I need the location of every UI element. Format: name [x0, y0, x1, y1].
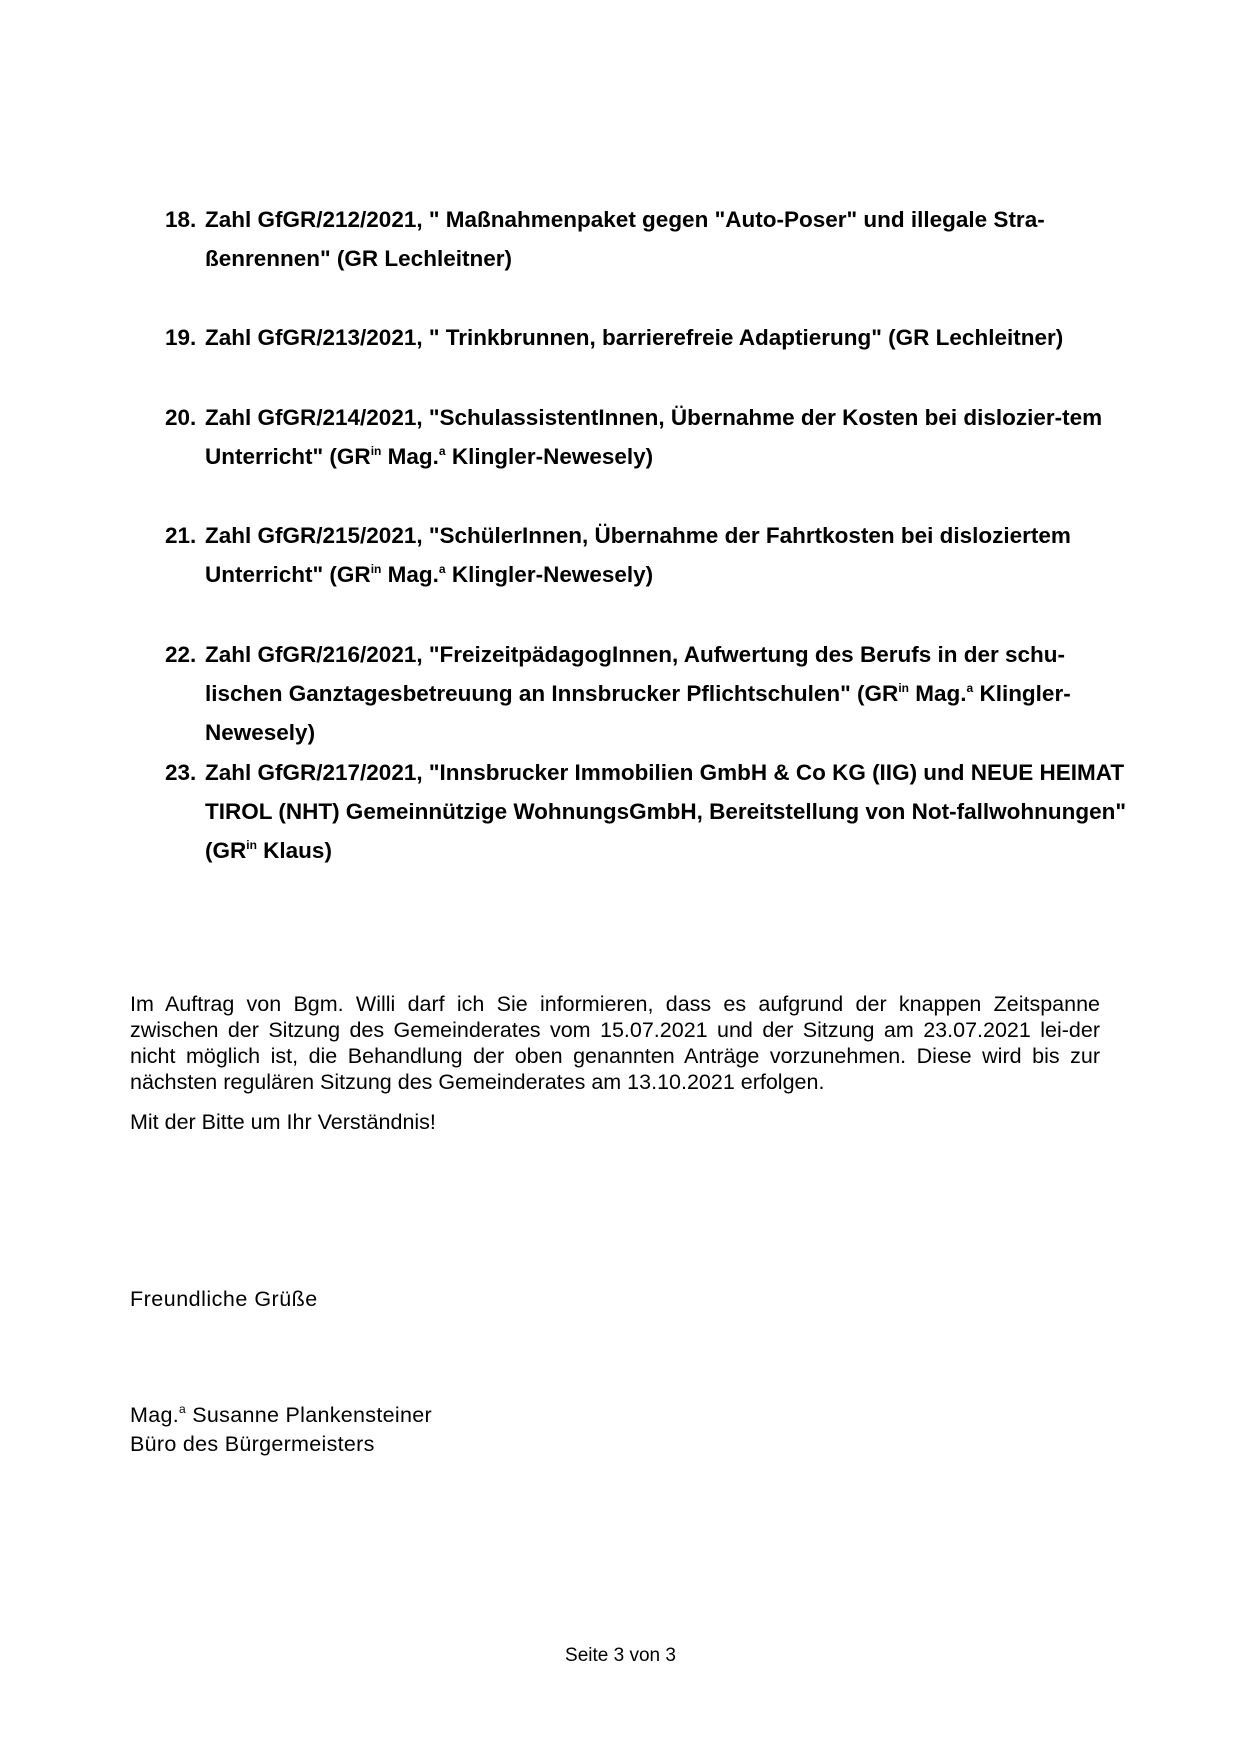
signature-title-sup: a	[179, 1402, 186, 1416]
agenda-item-number: 22.	[165, 642, 197, 667]
agenda-item-20	[165, 398, 1140, 476]
signature-block	[130, 1401, 432, 1459]
body-paragraph: Im Auftrag von Bgm. Willi darf ich Sie informieren, dass es aufgrund der knappen Zeitspanne zwischen der Sitzung des Gemeinderates vom 15.07.2021 und der Sitzung am 23.07.2021 lei-der nicht möglich ist, die Behandlung der oben genannten Anträge vorzunehmen. Diese wird bis zur nächsten regulären Sitzung des Gemeinderates am 13.10.2021 erfolgen.	[130, 992, 1100, 1094]
agenda-item-22	[165, 635, 1140, 752]
agenda-item-number: 23.	[165, 760, 197, 785]
agenda-item-number: 20.	[165, 405, 197, 430]
agenda-item-text: Zahl GfGR/213/2021, " Trinkbrunnen, barrierefreie Adaptierung" (GR Lechleitner)	[205, 325, 1064, 350]
agenda-item-21	[165, 516, 1140, 594]
agenda-item-text: Zahl GfGR/214/2021, "SchulassistentInnen, Übernahme der Kosten bei dislozier-tem Unterricht" ($GR^{in}$ Mag.$^a$ Klingler-Newesely)	[205, 405, 1103, 469]
agenda-item-23	[165, 753, 1140, 870]
agenda-item-number: 18.	[165, 207, 197, 232]
signature-office: Büro des Bürgermeisters	[130, 1432, 375, 1456]
signature-name: Susanne Plankensteiner	[185, 1403, 432, 1427]
closing-greeting: Freundliche Grüße	[130, 1287, 318, 1311]
agenda-item-text: Zahl GfGR/217/2021, "Innsbrucker Immobilien GmbH & Co KG (IIG) und NEUE HEIMAT TIROL (NHT) Gemeinnützige WohnungsGmbH, Bereitstellung von Not-fallwohnungen" ($GR^{in}$ Klaus)	[205, 760, 1127, 863]
agenda-item-text: Zahl GfGR/216/2021, "FreizeitpädagogInnen, Aufwertung des Berufs in der schu-lischen Ganztagesbetreuung an Innsbrucker Pflichtschulen" ($GR^{in}$ Mag.$^a$ Klingler-Newesely)	[205, 642, 1071, 745]
agenda-item-18	[165, 200, 1140, 278]
thanks-line: Mit der Bitte um Ihr Verständnis!	[130, 1110, 436, 1134]
agenda-item-text: Zahl GfGR/215/2021, "SchülerInnen, Übernahme der Fahrtkosten bei disloziertem Unterricht" ($GR^{in}$ Mag.$^a$ Klingler-Newesely)	[205, 523, 1071, 587]
agenda-item-number: 19.	[165, 325, 197, 350]
agenda-item-19	[165, 318, 1140, 357]
agenda-item-text: Zahl GfGR/212/2021, " Maßnahmenpaket gegen "Auto-Poser" und illegale Stra-ßenrennen" (GR Lechleitner)	[205, 207, 1045, 271]
signature-title: Mag.	[130, 1403, 179, 1427]
agenda-item-number: 21.	[165, 523, 197, 548]
page-footer: Seite 3 von 3	[565, 1645, 676, 1666]
